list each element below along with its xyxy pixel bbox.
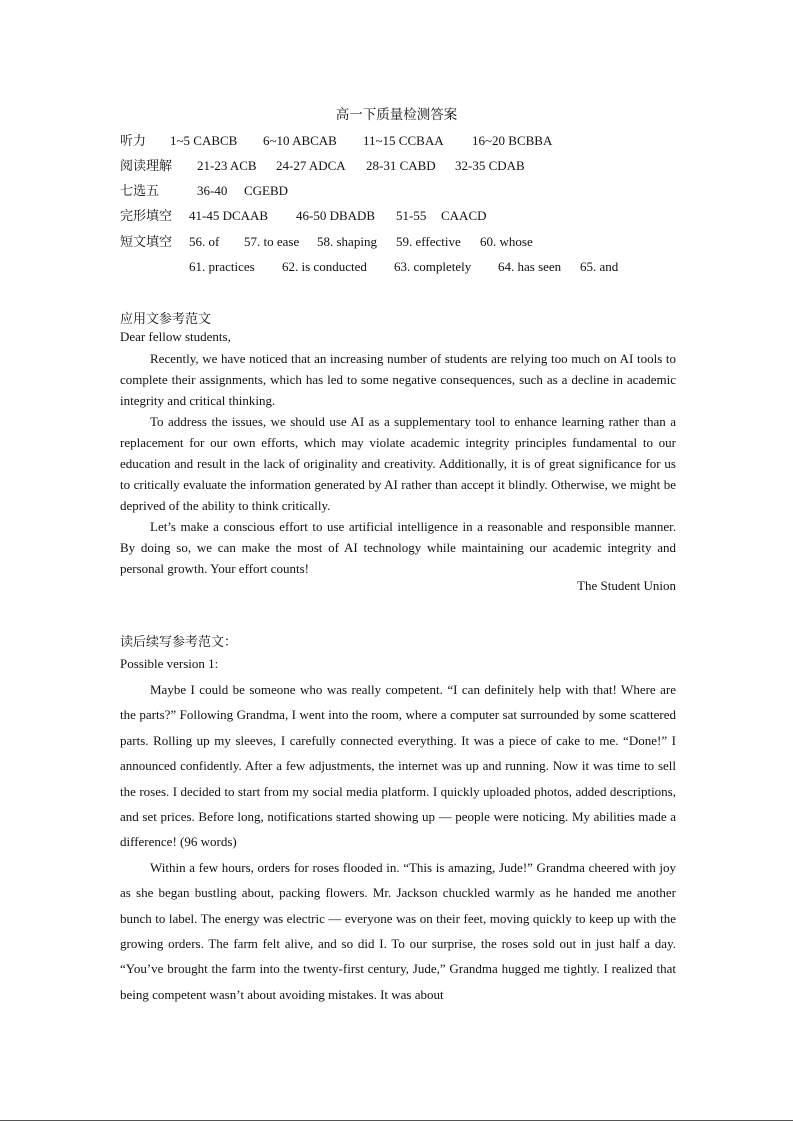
answer-group: 41-45 DCAAB [189, 208, 269, 223]
page-bottom-border [0, 1120, 793, 1121]
answer-group: 16~20 BCBBA [472, 133, 553, 148]
section-label: 阅读理解 [120, 158, 173, 173]
paragraph: Let’s make a conscious effort to use artificial intelligence in a reasonable and responsible manner. By doing so, we can make the most of AI technology while maintaining our academic integrity and personal growth. Your effort counts! [120, 519, 676, 576]
answer-item: 58. shaping [317, 234, 377, 249]
answer-group: 51-55 [396, 208, 427, 223]
continuation-heading: 读后续写参考范文： [120, 634, 238, 649]
answer-group: 46-50 DBADB [296, 208, 376, 223]
continuation-body [120, 677, 676, 1007]
section-label: 七选五 [120, 183, 160, 198]
paragraph: Maybe I could be someone who was really competent. “I can definitely help with that! Where are the parts?” Following Grandma, I went into the room, where a computer sat surrounded by some scattered parts. Rolling up my sleeves, I carefully connected everything. It was a piece of cake to me. “Done!” I announced confidently. After a few adjustments, the internet was up and running. Now it was time to sell the roses. I decided to start from my social media platform. I quickly uploaded photos, added descriptions, and set prices. Before long, notifications started showing up — people were noticing. My abilities made a difference! (96 words) [120, 682, 676, 850]
section-label: 听力 [120, 133, 147, 148]
answer-item: 63. completely [394, 259, 472, 274]
answer-group: CGEBD [244, 183, 289, 198]
answer-item: 62. is conducted [282, 259, 367, 274]
page-title: 高一下质量检测答案 [335, 107, 458, 122]
answer-group: CAACD [441, 208, 487, 223]
answer-item: 65. and [580, 259, 619, 274]
answer-group: 21-23 ACB [197, 158, 257, 173]
paragraph: Within a few hours, orders for roses flooded in. “This is amazing, Jude!” Grandma cheered with joy as she began bustling about, packing flowers. Mr. Jackson chuckled warmly as he handed me another bunch to label. The energy was electric — everyone was on their feet, moving quickly to keep up with the growing orders. The farm felt alive, and so did I. To our surprise, the roses sold out in just half a day. “You’ve brought the farm into the twenty-first century, Jude,” Grandma hugged me tightly. I realized that being competent wasn’t about avoiding mistakes. It was about [120, 859, 676, 1002]
paragraph: To address the issues, we should use AI as a supplementary tool to enhance learning rather than a replacement for our own efforts, which may violate academic integrity principles fundamental to our education and result in the lack of originality and creativity. Additionally, it is of great significance for us to critically evaluate the information generated by AI rather than accept it blindly. Otherwise, we might be deprived of the ability to think critically. [120, 414, 676, 513]
answer-item: 57. to ease [244, 234, 300, 249]
answer-group: 36-40 [197, 183, 228, 198]
answer-item: 56. of [189, 234, 220, 249]
answer-item: 61. practices [189, 259, 255, 274]
paragraph: Recently, we have noticed that an increasing number of students are relying too much on AI tools to complete their assignments, which has led to some negative consequences, such as a decline in academic integrity and critical thinking. [120, 351, 676, 408]
answer-group: 28-31 CABD [366, 158, 436, 173]
section-label: 短文填空 [120, 234, 173, 249]
answer-item: 59. effective [396, 234, 461, 249]
greeting: Dear fellow students, [120, 329, 231, 344]
answer-group: 24-27 ADCA [276, 158, 346, 173]
answer-group: 11~15 CCBAA [363, 133, 444, 148]
answer-group: 1~5 CABCB [170, 133, 238, 148]
applied-body [120, 348, 676, 579]
answer-item: 64. has seen [498, 259, 562, 274]
answer-group: 32-35 CDAB [455, 158, 525, 173]
signature: The Student Union [577, 578, 676, 593]
answer-item: 60. whose [480, 234, 533, 249]
applied-heading: 应用文参考范文 [120, 311, 212, 326]
section-label: 完形填空 [120, 208, 173, 223]
version-label: Possible version 1: [120, 656, 219, 671]
answer-group: 6~10 ABCAB [263, 133, 337, 148]
